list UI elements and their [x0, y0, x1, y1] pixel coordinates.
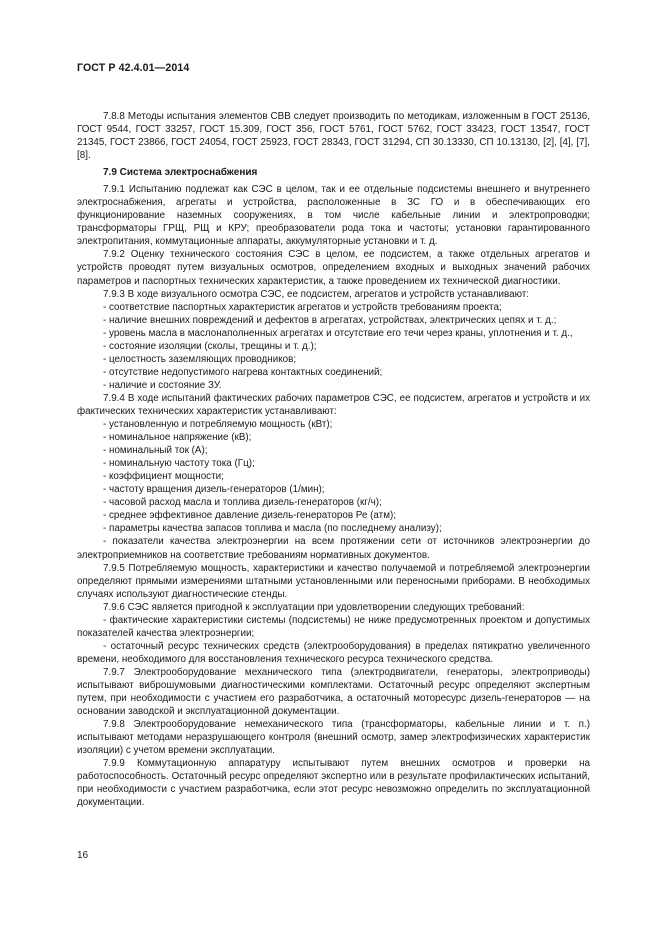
list-item: - коэффициент мощности; [103, 471, 224, 483]
list-item: - номинальный ток (А); [103, 445, 208, 457]
list-item: - фактические характеристики системы (подсистемы) не ниже предусмотренных проектом и допустимых показателей качества электроэнергии; [77, 614, 590, 639]
list-item: - среднее эффективное давление дизель-генераторов Ре (атм); [103, 510, 396, 522]
list-item: - наличие внешних повреждений и дефектов в агрегатах, устройствах, электрических цепях и т. д.; [103, 314, 557, 326]
list-item: - номинальную частоту тока (Гц); [103, 458, 255, 470]
list-item: - номинальное напряжение (кВ); [103, 432, 252, 444]
list-item: - наличие и состояние ЗУ. [103, 379, 222, 391]
paragraph: 7.9.5 Потребляемую мощность, характеристики и качество получаемой и потребляемой электроэнергии определяют прямыми измерениями штатными установленными или переносными приборами. В необходимых случаях используют диагностические стенды. [77, 562, 590, 600]
list-item: - остаточный ресурс технических средств (электрооборудования) в пределах пятикратно увеличенного времени, необходимого для восстановления технического ресурса технического средства. [77, 640, 590, 665]
list-item: - параметры качества запасов топлива и масла (по последнему анализу); [103, 523, 442, 535]
list-item: - часовой расход масла и топлива дизель-генераторов (кг/ч); [103, 497, 382, 509]
list-item: - соответствие паспортных характеристик агрегатов и устройств требованиям проекта; [103, 301, 502, 313]
paragraph: 7.9.7 Электрооборудование механического типа (электродвигатели, генераторы, электроприводы) испытывают виброшумовыми диагностическими комплектами. Остаточный ресурс определяют экспертным путем, при необходимости с участием его разработчика, а остаточный моторесурс дизель-генераторов — на основании заводской и эксплуатационной документации. [77, 666, 590, 718]
paragraph: 7.9.2 Оценку технического состояния СЭС в целом, ее подсистем, а также отдельных агрегатов и устройств проводят путем визуальных осмотров, определением входных и выходных значений рабочих параметров и паспортных технических характеристик, а также проведением их технической диагностики. [77, 249, 590, 287]
list-item: - установленную и потребляемую мощность (кВт); [103, 419, 333, 431]
list-item: - состояние изоляции (сколы, трещины и т. д.); [103, 340, 317, 352]
list-item: - целостность заземляющих проводников; [103, 353, 297, 365]
paragraph: 7.9.9 Коммутационную аппаратуру испытывают путем внешних осмотров и проверки на работоспособность. Остаточный ресурс определяют экспертно или в результате профилактических испытаний, при необходимости с участием разработчика, если этот ресурс невозможно определить по эксплуатационной документации. [77, 758, 590, 809]
list-item: - уровень масла в маслонаполненных агрегатах и отсутствие его течи через краны, уплотнения и т. д., [103, 327, 573, 339]
paragraph: 7.9.4 В ходе испытаний фактических рабочих параметров СЭС, ее подсистем, агрегатов и устройств и их фактических технических характеристик устанавливают: [77, 392, 590, 417]
document-body [77, 110, 590, 809]
paragraph: 7.8.8 Методы испытания элементов СВВ следует производить по методикам, изложенным в ГОСТ 25136, ГОСТ 9544, ГОСТ 33257, ГОСТ 15.309, ГОСТ 356, ГОСТ 5761, ГОСТ 5762, ГОСТ 33423, ГОСТ 13547, ГОСТ 21345, ГОСТ 23866, ГОСТ 24054, ГОСТ 25923, ГОСТ 28343, ГОСТ 31294, СП 30.13330, СП 10.13130, [2], [4], [7], [8]. [77, 111, 590, 162]
document-header: ГОСТ Р 42.4.01—2014 [77, 62, 190, 74]
list-item: - частоту вращения дизель-генераторов (1/мин); [103, 484, 325, 496]
section-heading: 7.9 Система электроснабжения [103, 167, 258, 179]
page-number: 16 [77, 850, 89, 861]
paragraph: 7.9.1 Испытанию подлежат как СЭС в целом, так и ее отдельные подсистемы внешнего и внутреннего электроснабжения, агрегаты и устройства, расположенные в ЗС ГО и в обеспечивающих его функционирование наземных сооружениях, в том числе кабельные линии и электропроводки; трансформаторы ГРЩ, РЩ и КРУ; преобразователи рода тока и частоты; установки гарантированного электропитания, коммутационные аппараты, аккумуляторные установки и т. д. [77, 184, 590, 248]
paragraph: 7.9.8 Электрооборудование немеханического типа (трансформаторы, кабельные линии и т. п.) испытывают методами неразрушающего контроля (внешний осмотр, замер электрофизических характеристик изоляции) с учетом времени эксплуатации. [77, 719, 590, 757]
paragraph: 7.9.6 СЭС является пригодной к эксплуатации при удовлетворении следующих требований: [103, 601, 525, 613]
list-item: - показатели качества электроэнергии на всем протяжении сети от источников электроэнергии до электроприемников на соответствие требованиям нормативных документов. [77, 536, 590, 561]
paragraph: 7.9.3 В ходе визуального осмотра СЭС, ее подсистем, агрегатов и устройств устанавливают: [103, 288, 530, 300]
list-item: - отсутствие недопустимого нагрева контактных соединений; [103, 366, 383, 378]
